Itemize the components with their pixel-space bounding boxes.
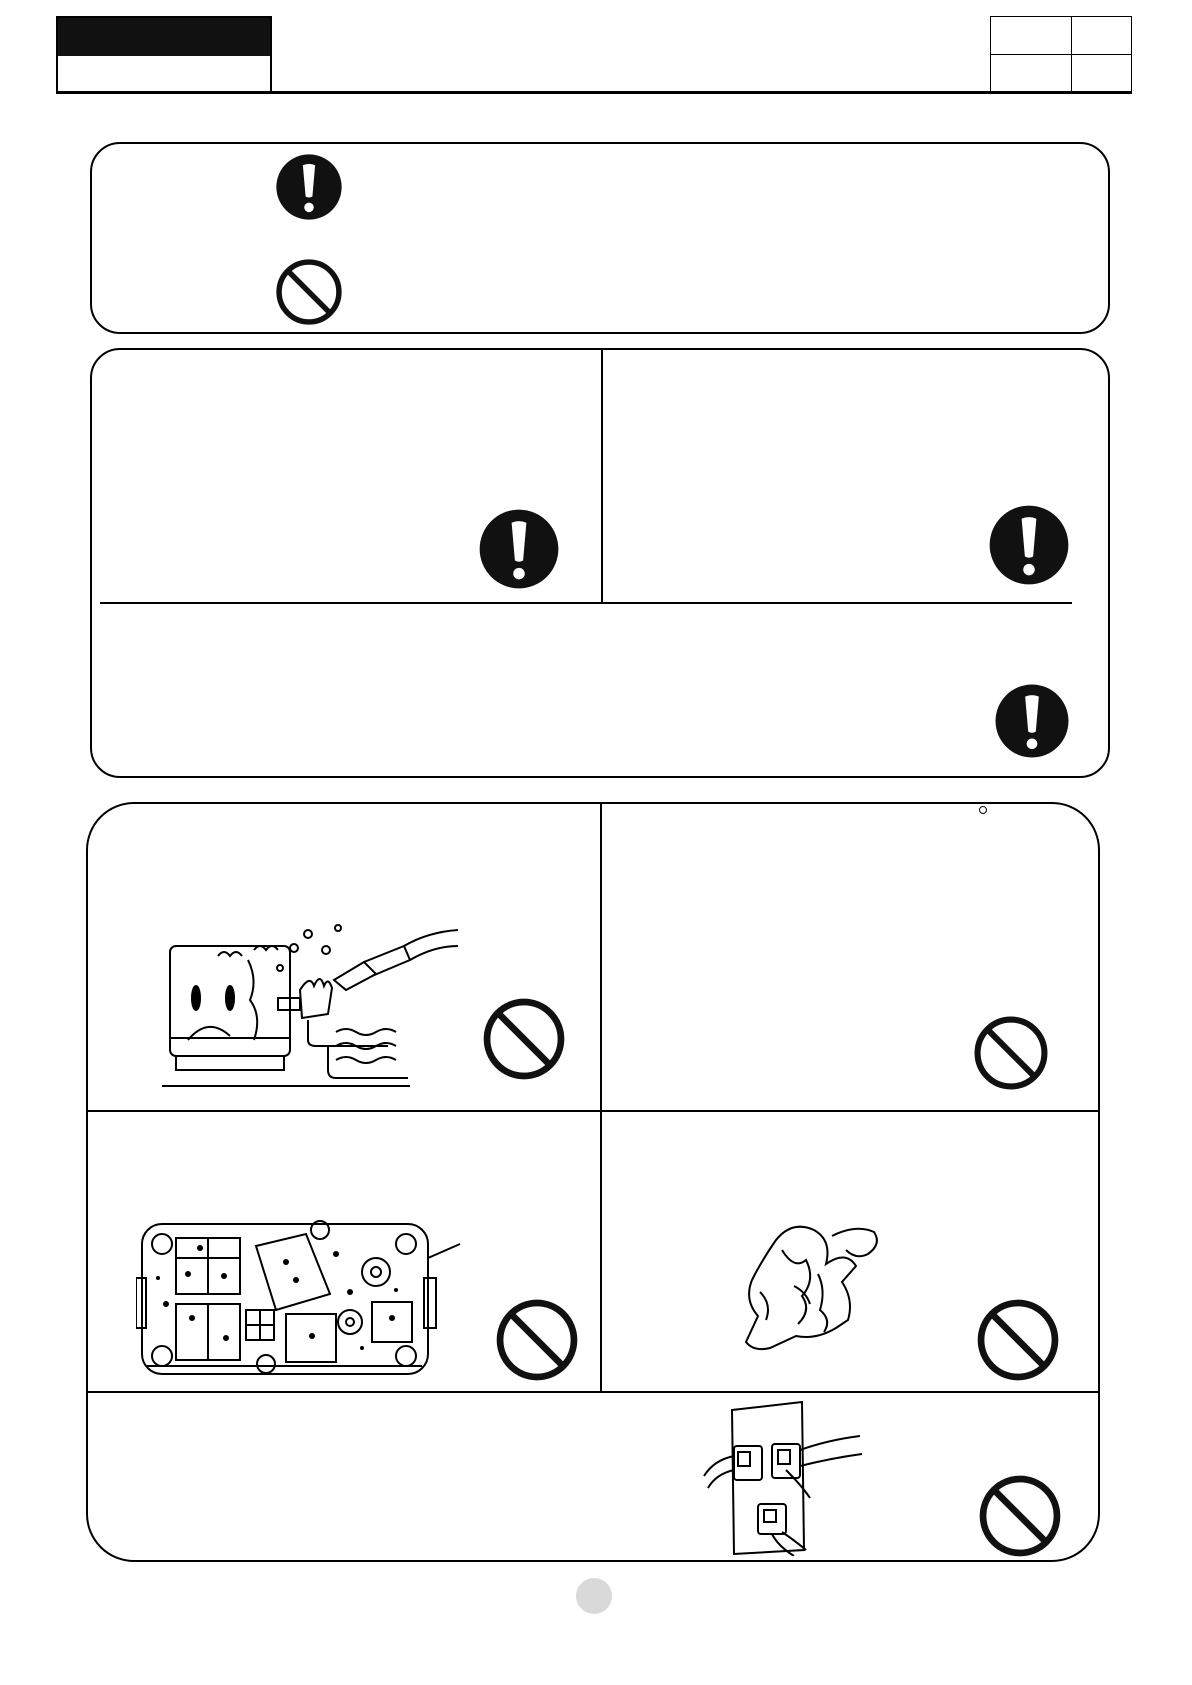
mandatory-panel <box>90 348 1110 778</box>
prohibited-panel-hdivider-2 <box>88 1391 1098 1393</box>
header-grid <box>990 16 1132 92</box>
mandatory-icon <box>988 503 1070 587</box>
prohibited-icon <box>482 997 566 1081</box>
prohibited-icon <box>976 1298 1060 1382</box>
mandatory-panel-hdivider <box>100 602 1072 604</box>
prohibited-icon <box>495 1298 579 1382</box>
prohibited-panel-hdivider-1 <box>88 1110 1098 1112</box>
prohibited-panel <box>86 802 1100 1562</box>
mandatory-icon <box>994 683 1070 759</box>
mandatory-icon <box>478 508 560 590</box>
prohibited-panel-vdivider <box>600 804 602 1392</box>
mandatory-panel-vdivider <box>601 350 603 603</box>
prohibited-icon <box>973 1015 1049 1091</box>
cloth-illustration <box>736 1220 886 1360</box>
power-outlet-illustration <box>698 1400 866 1556</box>
prohibited-icon <box>978 1474 1062 1558</box>
page-number-marker <box>576 1578 612 1614</box>
legend-box <box>90 142 1110 334</box>
circuit-board-illustration <box>136 1218 466 1382</box>
degree-circle-icon <box>978 805 988 815</box>
prohibited-icon <box>275 258 343 326</box>
mandatory-icon <box>275 150 343 224</box>
appliance-water-spray-illustration <box>158 920 458 1090</box>
header-rule <box>56 91 1132 94</box>
header-black-bar <box>58 18 270 56</box>
header-title-block <box>56 16 272 94</box>
